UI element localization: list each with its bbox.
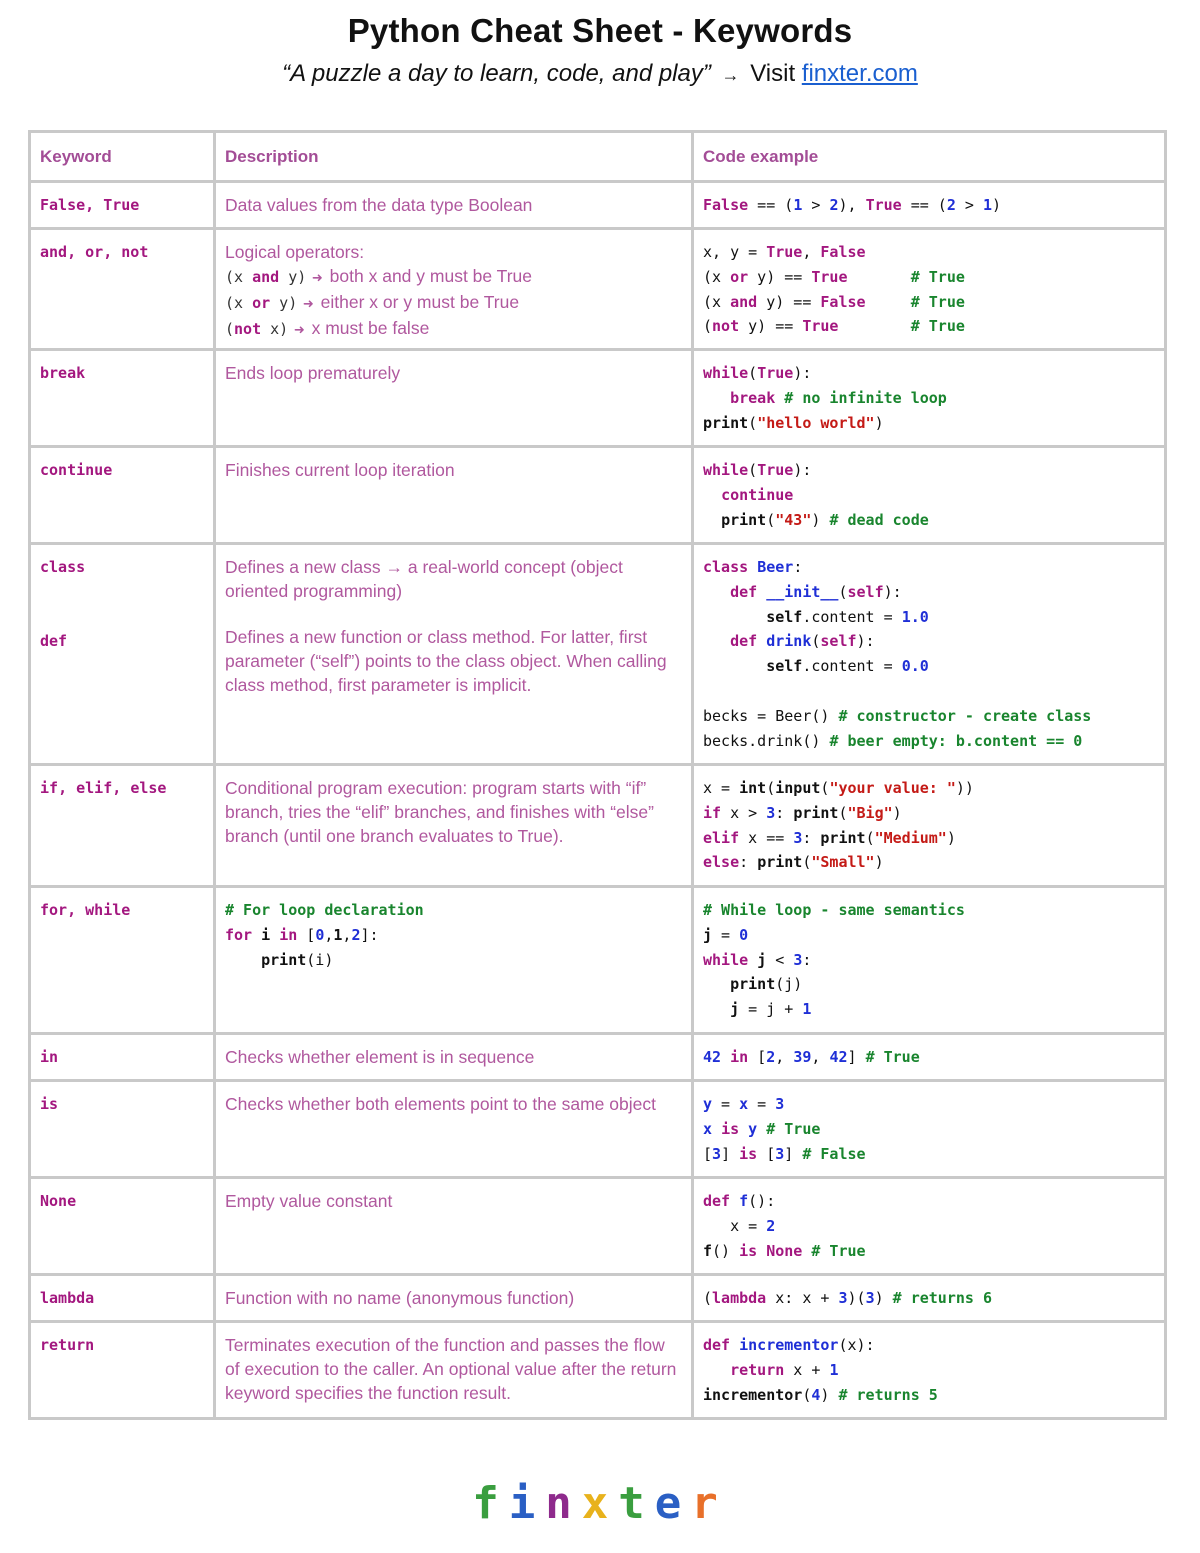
table-row <box>30 1178 1166 1275</box>
table-row <box>30 765 1166 887</box>
logo-letter: x <box>581 1478 619 1529</box>
description-cell <box>215 544 693 765</box>
code-cell: while(True): break # no infinite loop print("hello world") <box>693 350 1166 447</box>
keyword-cell: and, or, not <box>30 229 215 350</box>
description-cell: Function with no name (anonymous function) <box>215 1275 693 1322</box>
keyword-cell: continue <box>30 447 215 544</box>
code-cell: False == (1 > 2), True == (2 > 1) <box>693 182 1166 229</box>
code-cell: def f(): x = 2 f() is None # True <box>693 1178 1166 1275</box>
keyword-cell: lambda <box>30 1275 215 1322</box>
keyword-cell: False, True <box>30 182 215 229</box>
table-row <box>30 887 1166 1034</box>
table-row <box>30 544 1166 765</box>
keyword-class: class <box>40 558 86 576</box>
table-row <box>30 1275 1166 1322</box>
keyword-cell: break <box>30 350 215 447</box>
logo-letter: t <box>618 1478 655 1529</box>
column-header-keyword: Keyword <box>30 132 215 182</box>
table-row <box>30 1081 1166 1178</box>
description-line: (x or y) ➜ either x or y must be True <box>225 292 520 312</box>
logo-letter: e <box>654 1478 692 1529</box>
description-class: Defines a new class → a real-world concept (object oriented programming) <box>225 557 623 601</box>
code-cell: while(True): continue print("43") # dead code <box>693 447 1166 544</box>
finxter-logo <box>0 1478 1200 1529</box>
keyword-cell: None <box>30 1178 215 1275</box>
subtitle <box>0 60 1200 88</box>
code-cell: y = x = 3 x is y # True [3] is [3] # False <box>693 1081 1166 1178</box>
finxter-link[interactable]: finxter.com <box>801 60 918 87</box>
table-row <box>30 447 1166 544</box>
code-cell: x = int(input("your value: ")) if x > 3: print("Big") elif x == 3: print("Medium") else: print("Small") <box>693 765 1166 887</box>
code-cell-for: # For loop declaration for i in [0,1,2]: print(i) <box>215 887 693 1034</box>
logo-letter: i <box>508 1478 546 1529</box>
logo-letter: n <box>545 1478 582 1529</box>
description-cell: Ends loop prematurely <box>215 350 693 447</box>
table-row <box>30 229 1166 350</box>
table-row <box>30 1034 1166 1081</box>
keyword-cell <box>30 544 215 765</box>
keyword-cell: is <box>30 1081 215 1178</box>
table-header-row <box>30 132 1166 182</box>
description-cell: Finishes current loop iteration <box>215 447 693 544</box>
keywords-table <box>28 130 1167 1420</box>
table-row <box>30 1322 1166 1419</box>
description-cell: Checks whether element is in sequence <box>215 1034 693 1081</box>
arrow-right-icon: → <box>721 65 740 85</box>
column-header-description: Description <box>215 132 693 182</box>
keyword-cell: in <box>30 1034 215 1081</box>
description-def: Defines a new function or class method. For latter, first parameter (“self”) points to the class object. When calling class method, first parameter is implicit. <box>225 627 667 695</box>
description-heading: Logical operators: <box>225 242 365 262</box>
keyword-cell: if, elif, else <box>30 765 215 887</box>
tagline-quote: “A puzzle a day to learn, code, and play” <box>282 60 711 87</box>
page-title: Python Cheat Sheet - Keywords <box>347 12 853 49</box>
logo-letter: f <box>472 1478 509 1529</box>
description-cell: Data values from the data type Boolean <box>215 182 693 229</box>
description-cell: Empty value constant <box>215 1178 693 1275</box>
code-cell: (lambda x: x + 3)(3) # returns 6 <box>693 1275 1166 1322</box>
description-cell: Conditional program execution: program starts with “if” branch, tries the “elif” branches, and finishes with “else” branch (until one branch evaluates to True). <box>215 765 693 887</box>
column-header-code: Code example <box>693 132 1166 182</box>
keyword-cell: return <box>30 1322 215 1419</box>
table-row <box>30 182 1166 229</box>
keyword-cell: for, while <box>30 887 215 1034</box>
code-cell: class Beer: def __init__(self): self.content = 1.0 def drink(self): self.content = 0.0 becks = Beer() # constructor - create class becks.drink() # beer empty: b.content == 0 <box>693 544 1166 765</box>
keyword-def: def <box>40 631 68 650</box>
description-line: (not x) ➜ x must be false <box>225 318 430 338</box>
description-cell: Checks whether both elements point to the same object <box>215 1081 693 1178</box>
description-cell <box>215 229 693 350</box>
code-cell: def incrementor(x): return x + 1 incrementor(4) # returns 5 <box>693 1322 1166 1419</box>
table-row <box>30 350 1166 447</box>
code-cell-while: # While loop - same semantics j = 0 while j < 3: print(j) j = j + 1 <box>693 887 1166 1034</box>
code-cell: 42 in [2, 39, 42] # True <box>693 1034 1166 1081</box>
visit-label: Visit <box>750 60 796 87</box>
logo-letter: r <box>691 1478 728 1529</box>
description-cell: Terminates execution of the function and passes the flow of execution to the caller. An optional value after the return keyword specifies the function result. <box>215 1322 693 1419</box>
code-cell: x, y = True, False (x or y) == True # True (x and y) == False # True (not y) == True # True <box>693 229 1166 350</box>
description-line: (x and y) ➜ both x and y must be True <box>225 266 533 286</box>
